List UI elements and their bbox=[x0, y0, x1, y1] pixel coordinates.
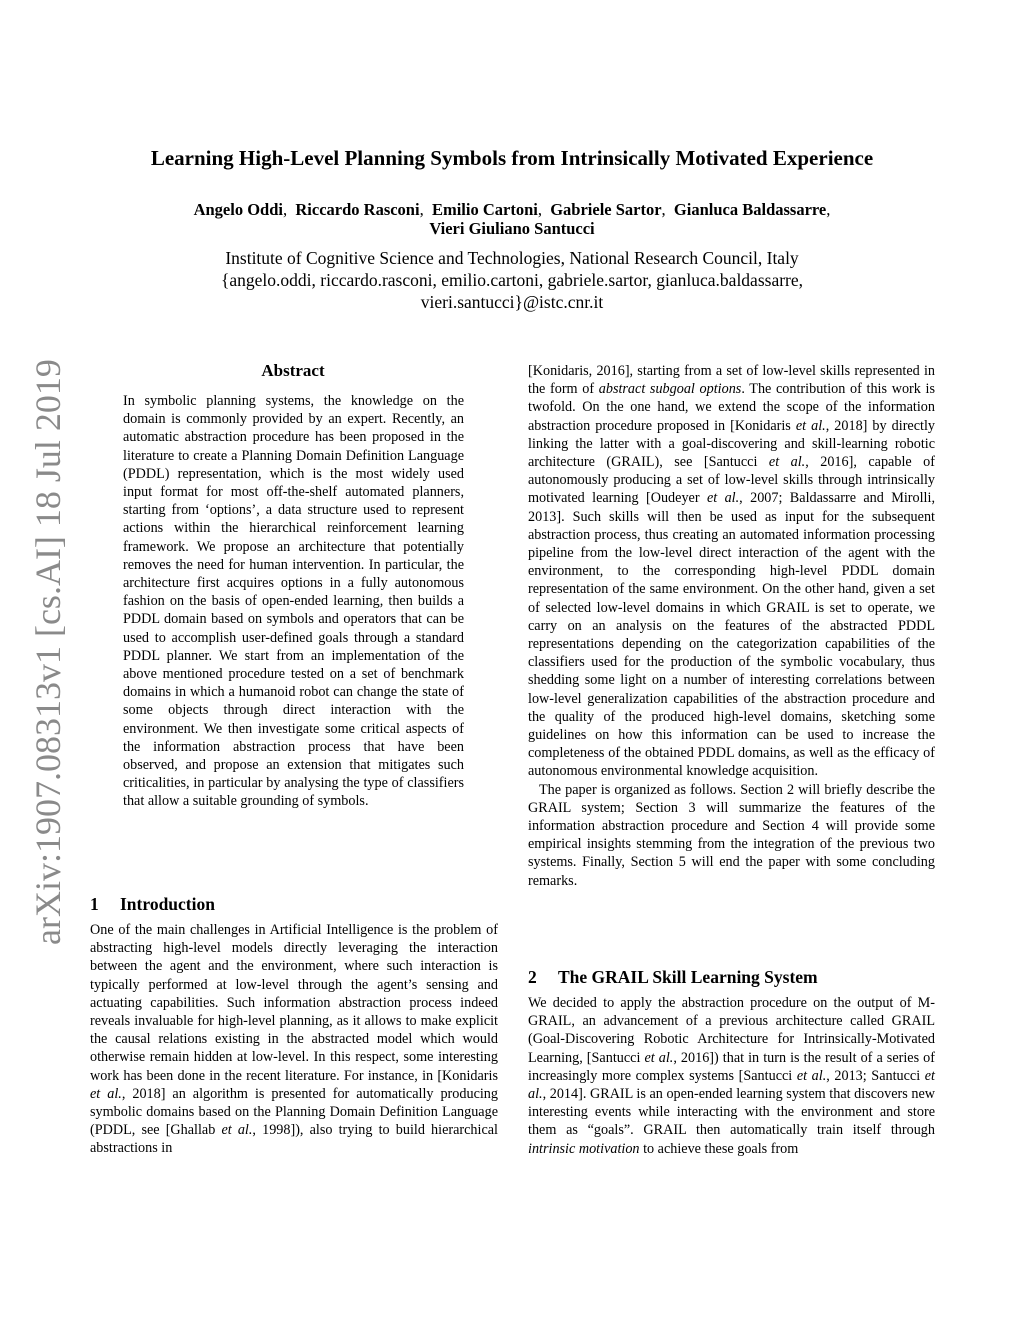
section-number: 1 bbox=[90, 894, 99, 914]
author-name: Vieri Giuliano Santucci bbox=[429, 219, 595, 238]
introduction-continued bbox=[528, 362, 935, 890]
section-heading-grail bbox=[528, 967, 818, 988]
arxiv-stamp: arXiv:1907.08313v1 [cs.AI] 18 Jul 2019 bbox=[28, 359, 68, 945]
introduction-body bbox=[90, 921, 498, 1158]
author-emails: {angelo.oddi, riccardo.rasconi, emilio.cartoni, gabriele.sartor, gianluca.baldassarre, bbox=[220, 270, 804, 290]
abstract-heading: Abstract bbox=[261, 361, 325, 380]
intro-paragraph: One of the main challenges in Artificial Intelligence is the problem of abstracting high-level models directly leveraging the interaction between the agent and the environment, where such interaction is typically performed at low-level through the agent’s sensing and actuating capabilities. Such information abstraction process indeed reveals invaluable for high-level planning, as it allows to make explicit the causal relations existing in the abstracted model which would otherwise remain hidden at low-level. In this respect, some interesting work has been done in the recent literature. For instance, in [Konidaris et al., 2018] an algorithm is presented for automatically producing symbolic domains based on the Planning Domain Definition Language (PDDL, see [Ghallab et al., 1998]), also trying to build hierarchical abstractions in bbox=[90, 922, 498, 1157]
author-name: Gianluca Baldassarre bbox=[673, 200, 827, 219]
intro-paragraph: [Konidaris, 2016], starting from a set of low-level skills represented in the form of abstract subgoal options. The contribution of this work is twofold. On the one hand, we extend the scope of the information abstraction procedure proposed in [Konidaris et al., 2018] by directly linking the latter with a goal-discovering and skill-learning robotic architecture (GRAIL), see [Santucci et al., 2016], capable of autonomously producing a set of low-level skills through intrinsically motivated learning [Oudeyer et al., 2007; Baldassarre and Mirolli, 2013]. Such skills will then be used as input for the subsequent abstraction process, thus creating an automated information processing pipeline from the low-level direct interaction of the agent with the environment, to the corresponding high-level PDDL domain representation of the same environment. On the other hand, given a set of selected low-level domains in which GRAIL is set to operate, we carry on an analysis on the features of the abstracted PDDL representations depending on the categorization capabilities of the classifiers used for the production of the symbolic vocabulary, thus shedding some light on a number of interesting correlations between low-level generalization capabilities of the abstraction procedure and the quality of the produced high-level domains, sketching some guidelines on how this information can be used to increase the completeness of the obtained PDDL domains, as well as the efficacy of autonomous environmental knowledge acquisition. bbox=[528, 363, 935, 780]
author-name: Riccardo Rasconi bbox=[295, 200, 420, 219]
author-name: Emilio Cartoni bbox=[431, 200, 538, 219]
author-name: Angelo Oddi bbox=[193, 200, 283, 219]
grail-section-body bbox=[528, 994, 935, 1158]
paper-title: Learning High-Level Planning Symbols from Intrinsically Motivated Experience bbox=[150, 146, 874, 170]
section-number: 2 bbox=[528, 967, 537, 987]
author-separator: , bbox=[537, 200, 542, 219]
abstract-text: In symbolic planning systems, the knowledge on the domain is commonly provided by an expert. Recently, an automatic abstraction procedure has been proposed in the literature to create a Planning Domain Definition Language (PDDL) representation, which is the most widely used input format for most off-the-shelf automated planners, starting from ‘options’, a data structure used to represent actions within the hierarchical reinforcement learning framework. We propose an architecture that potentially removes the need for human intervention. In particular, the architecture first acquires options in a fully autonomous fashion on the basis of open-ended learning, then builds a PDDL domain based on symbols and operators that can be used to accomplish user-defined goals through a standard PDDL planner. We start from an implementation of the above mentioned procedure tested on a set of benchmark domains in which a humanoid robot can change the state of some objects through direct interaction with the environment. We then investigate some critical aspects of the information abstraction process that have been observed, and propose an extension that mitigates such criticalities, in particular by analysing the type of classifiers that allow a suitable grounding of symbols. bbox=[123, 393, 464, 810]
section-heading-introduction bbox=[90, 894, 215, 915]
author-separator: , bbox=[826, 200, 831, 219]
author-separator: , bbox=[419, 200, 424, 219]
section-title: The GRAIL Skill Learning System bbox=[558, 967, 818, 987]
author-separator: , bbox=[283, 200, 288, 219]
author-list bbox=[60, 200, 964, 238]
author-emails-cont: vieri.santucci}@istc.cnr.it bbox=[420, 292, 604, 312]
section-title: Introduction bbox=[120, 894, 215, 914]
affiliation: Institute of Cognitive Science and Technologies, National Research Council, Italy bbox=[225, 248, 799, 268]
intro-paragraph: The paper is organized as follows. Section 2 will briefly describe the GRAIL system; Section 3 will summarize the features of the information abstraction procedure and Section 4 will provide some empirical insights stemming from the integration of the previous two systems. Finally, Section 5 will end the paper with some concluding remarks. bbox=[528, 781, 935, 889]
abstract-body bbox=[123, 392, 464, 811]
author-separator: , bbox=[661, 200, 666, 219]
author-name: Gabriele Sartor bbox=[550, 200, 662, 219]
affiliation-block bbox=[60, 247, 964, 313]
grail-paragraph: We decided to apply the abstraction procedure on the output of M-GRAIL, an advancement of a previous architecture called GRAIL (Goal-Discovering Robotic Architecture for Intrinsically-Motivated Learning, [Santucci et al., 2016]) that in turn is the result of a series of increasingly more complex systems [Santucci et al., 2013; Santucci et al., 2014]. GRAIL is an open-ended learning system that discovers new interesting events while interacting with the environment and store them as “goals”. GRAIL then automatically train itself through intrinsic motivation to achieve these goals from bbox=[528, 995, 935, 1157]
